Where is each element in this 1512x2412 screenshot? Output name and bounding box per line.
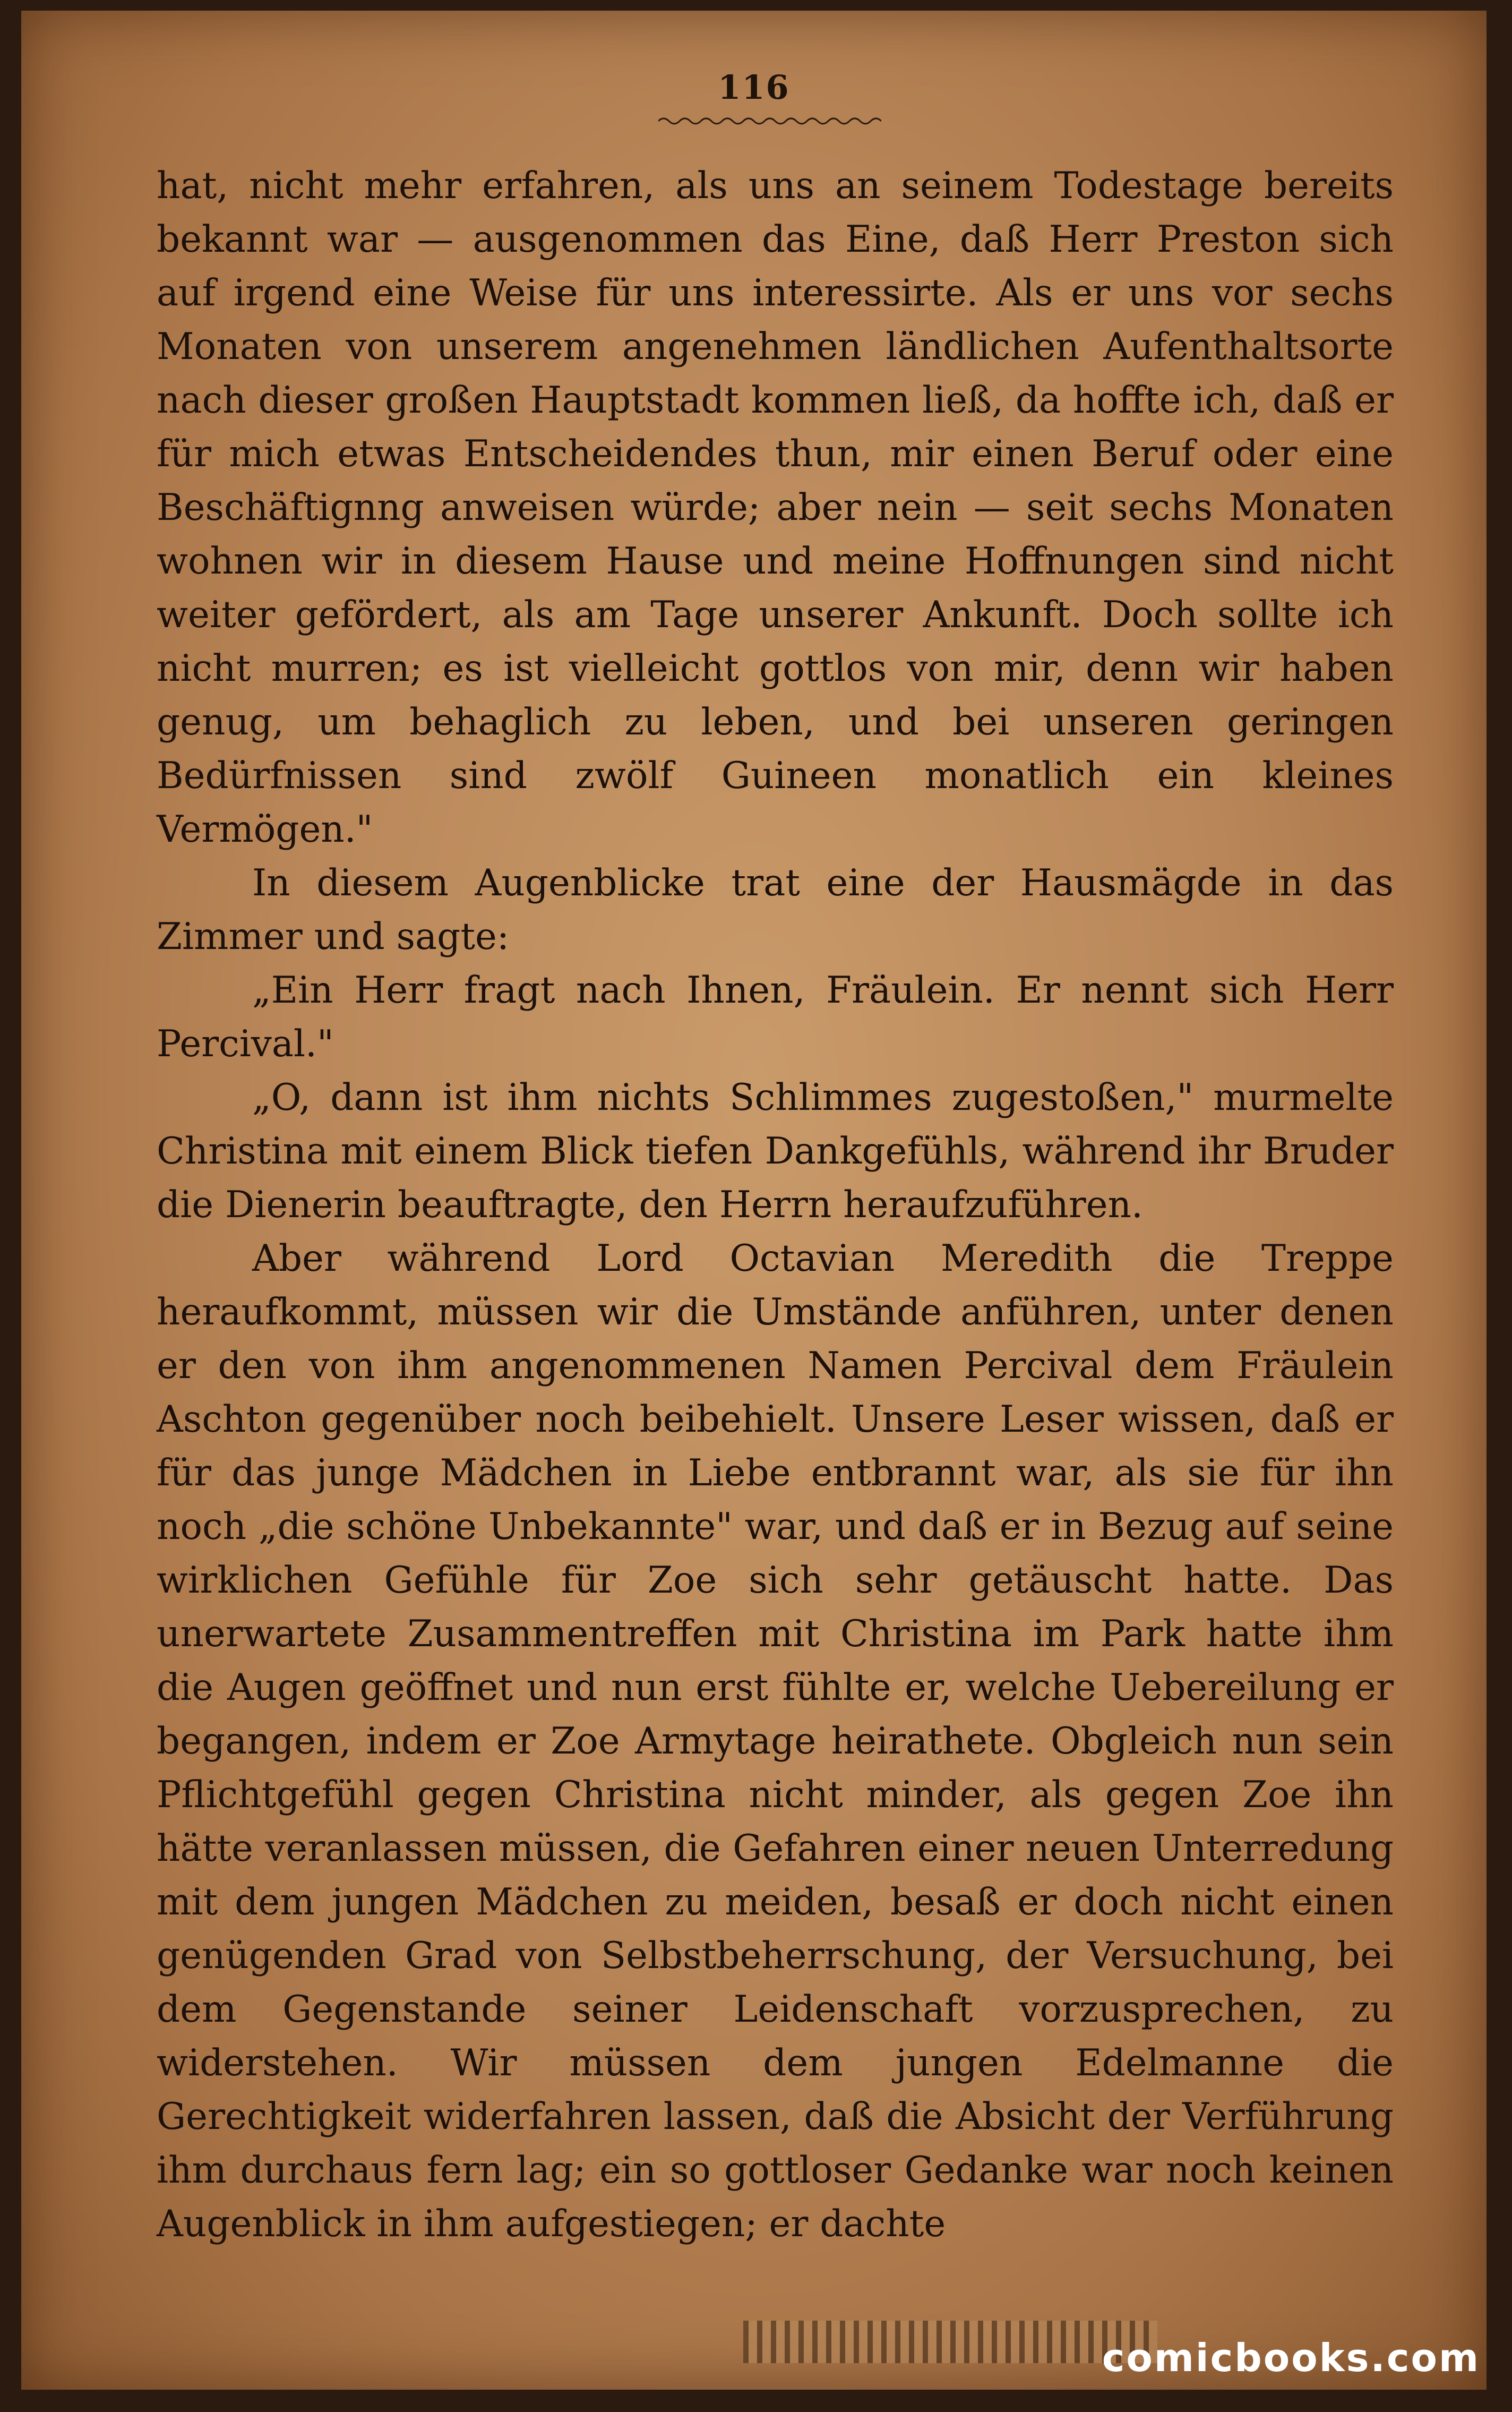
book-page — [21, 11, 1487, 2390]
paragraph: Aber während Lord Octavian Meredith die Treppe heraufkommt, müssen wir die Umstände anführen, unter denen er den von ihm angenommenen Namen Percival dem Fräulein Aschton gegenüber noch beibehielt. Unsere Leser wissen, daß er für das junge Mädchen in Liebe entbrannt war, als sie für ihn noch „die schöne Unbekannte" war, und daß er in Bezug auf seine wirklichen Gefühle für Zoe sich sehr getäuscht hatte. Das unerwartete Zusammentreffen mit Christina im Park hatte ihm die Augen geöffnet und nun erst fühlte er, welche Uebereilung er begangen, indem er Zoe Armytage heirathete. Obgleich nun sein Pflichtgefühl gegen Christina nicht minder, als gegen Zoe ihn hätte veranlassen müssen, die Gefahren einer neuen Unterredung mit dem jungen Mädchen zu meiden, besaß er doch nicht einen genügenden Grad von Selbstbeherrschung, der Versuchung, bei dem Gegenstande seiner Leidenschaft vorzusprechen, zu widerstehen. Wir müssen dem jungen Edelmanne die Gerechtigkeit widerfahren lassen, daß die Absicht der Verführung ihm durchaus fern lag; ein so gottloser Gedanke war noch keinen Augenblick in ihm aufgestiegen; er dachte — [157, 1237, 1394, 2245]
wavy-ornament-icon — [658, 116, 881, 126]
page-number: 116 — [718, 68, 790, 107]
body-text — [157, 159, 1394, 2251]
watermark: comicbooks.com — [1102, 2336, 1480, 2380]
paragraph: In diesem Augenblicke trat eine der Hausmägde in das Zimmer und sagte: — [157, 862, 1394, 958]
paragraph: hat, nicht mehr erfahren, als uns an seinem Todestage bereits bekannt war — ausgenommen das Eine, daß Herr Preston sich auf irgend eine Weise für uns interessirte. Als er uns vor sechs Monaten von unserem angenehmen ländlichen Aufenthaltsorte nach dieser großen Hauptstadt kommen ließ, da hoffte ich, daß er für mich etwas Entscheidendes thun, mir einen Beruf oder eine Beschäftignng anweisen würde; aber nein — seit sechs Monaten wohnen wir in diesem Hause und meine Hoffnungen sind nicht weiter gefördert, als am Tage unserer Ankunft. Doch sollte ich nicht murren; es ist vielleicht gottlos von mir, denn wir haben genug, um behaglich zu leben, und bei unseren geringen Bedürfnissen sind zwölf Guineen monatlich ein kleines Vermögen." — [157, 165, 1394, 851]
binding-strip — [743, 2321, 1157, 2363]
paragraph: „O, dann ist ihm nichts Schlimmes zugestoßen," murmelte Christina mit einem Blick tiefen Dankgefühls, während ihr Bruder die Dienerin beauftragte, den Herrn heraufzuführen. — [157, 1076, 1394, 1226]
paragraph: „Ein Herr fragt nach Ihnen, Fräulein. Er nennt sich Herr Percival." — [157, 969, 1394, 1065]
